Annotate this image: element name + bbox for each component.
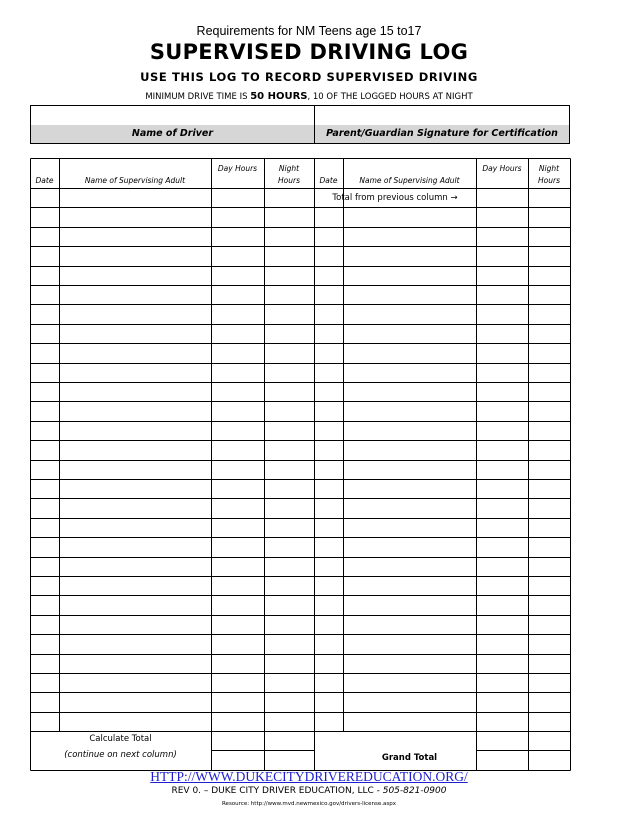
- continue-next-column-label: (continue on next column): [64, 750, 177, 760]
- left-night-hours-header: [264, 163, 314, 187]
- total-from-previous-label: Total from previous column →: [332, 193, 458, 203]
- phone-number: 505-821-0900: [382, 786, 447, 796]
- subtitle: USE THIS LOG TO RECORD SUPERVISED DRIVING: [140, 70, 478, 84]
- left-adult-header: Name of Supervising Adult: [84, 176, 186, 185]
- min-prefix: MINIMUM DRIVE TIME IS: [145, 92, 251, 102]
- driver-name-label: Name of Driver: [131, 128, 214, 139]
- minimum-drive-time: [0, 91, 618, 102]
- right-night-label: Night: [538, 164, 560, 173]
- left-date-header: Date: [35, 176, 54, 185]
- right-night-hours-header: [528, 163, 570, 187]
- right-hours-label: Hours: [538, 176, 560, 185]
- website-link[interactable]: HTTP://WWW.DUKECITYDRIVEREDUCATION.ORG/: [150, 769, 468, 784]
- driver-info-box: [30, 105, 570, 144]
- left-hours-label: Hours: [278, 176, 300, 185]
- signature-label: Parent/Guardian Signature for Certification: [326, 128, 558, 139]
- left-night-label: Night: [278, 164, 300, 173]
- min-suffix: , 10 OF THE LOGGED HOURS AT NIGHT: [307, 92, 473, 102]
- revision-text: REV 0. – DUKE CITY DRIVER EDUCATION, LLC -: [171, 786, 383, 796]
- right-date-header: Date: [319, 176, 338, 185]
- min-hours: 50 HOURS: [250, 91, 308, 102]
- right-day-hours-header: Day Hours: [482, 164, 522, 173]
- left-day-hours-header: Day Hours: [217, 164, 258, 173]
- signature-field[interactable]: [315, 106, 569, 125]
- driver-name-field[interactable]: [31, 106, 314, 125]
- log-grid-lines: [30, 158, 571, 772]
- calculate-total-label: Calculate Total: [89, 734, 152, 744]
- page-title: SUPERVISED DRIVING LOG: [149, 40, 469, 64]
- resource-line: Resource: http://www.mvd.newmexico.gov/drivers-license.aspx: [221, 801, 397, 807]
- grand-total-label: Grand Total: [381, 753, 438, 763]
- revision-line: [0, 786, 618, 796]
- requirements-line: Requirements for NM Teens age 15 to17: [196, 24, 422, 38]
- right-adult-header: Name of Supervising Adult: [359, 176, 460, 185]
